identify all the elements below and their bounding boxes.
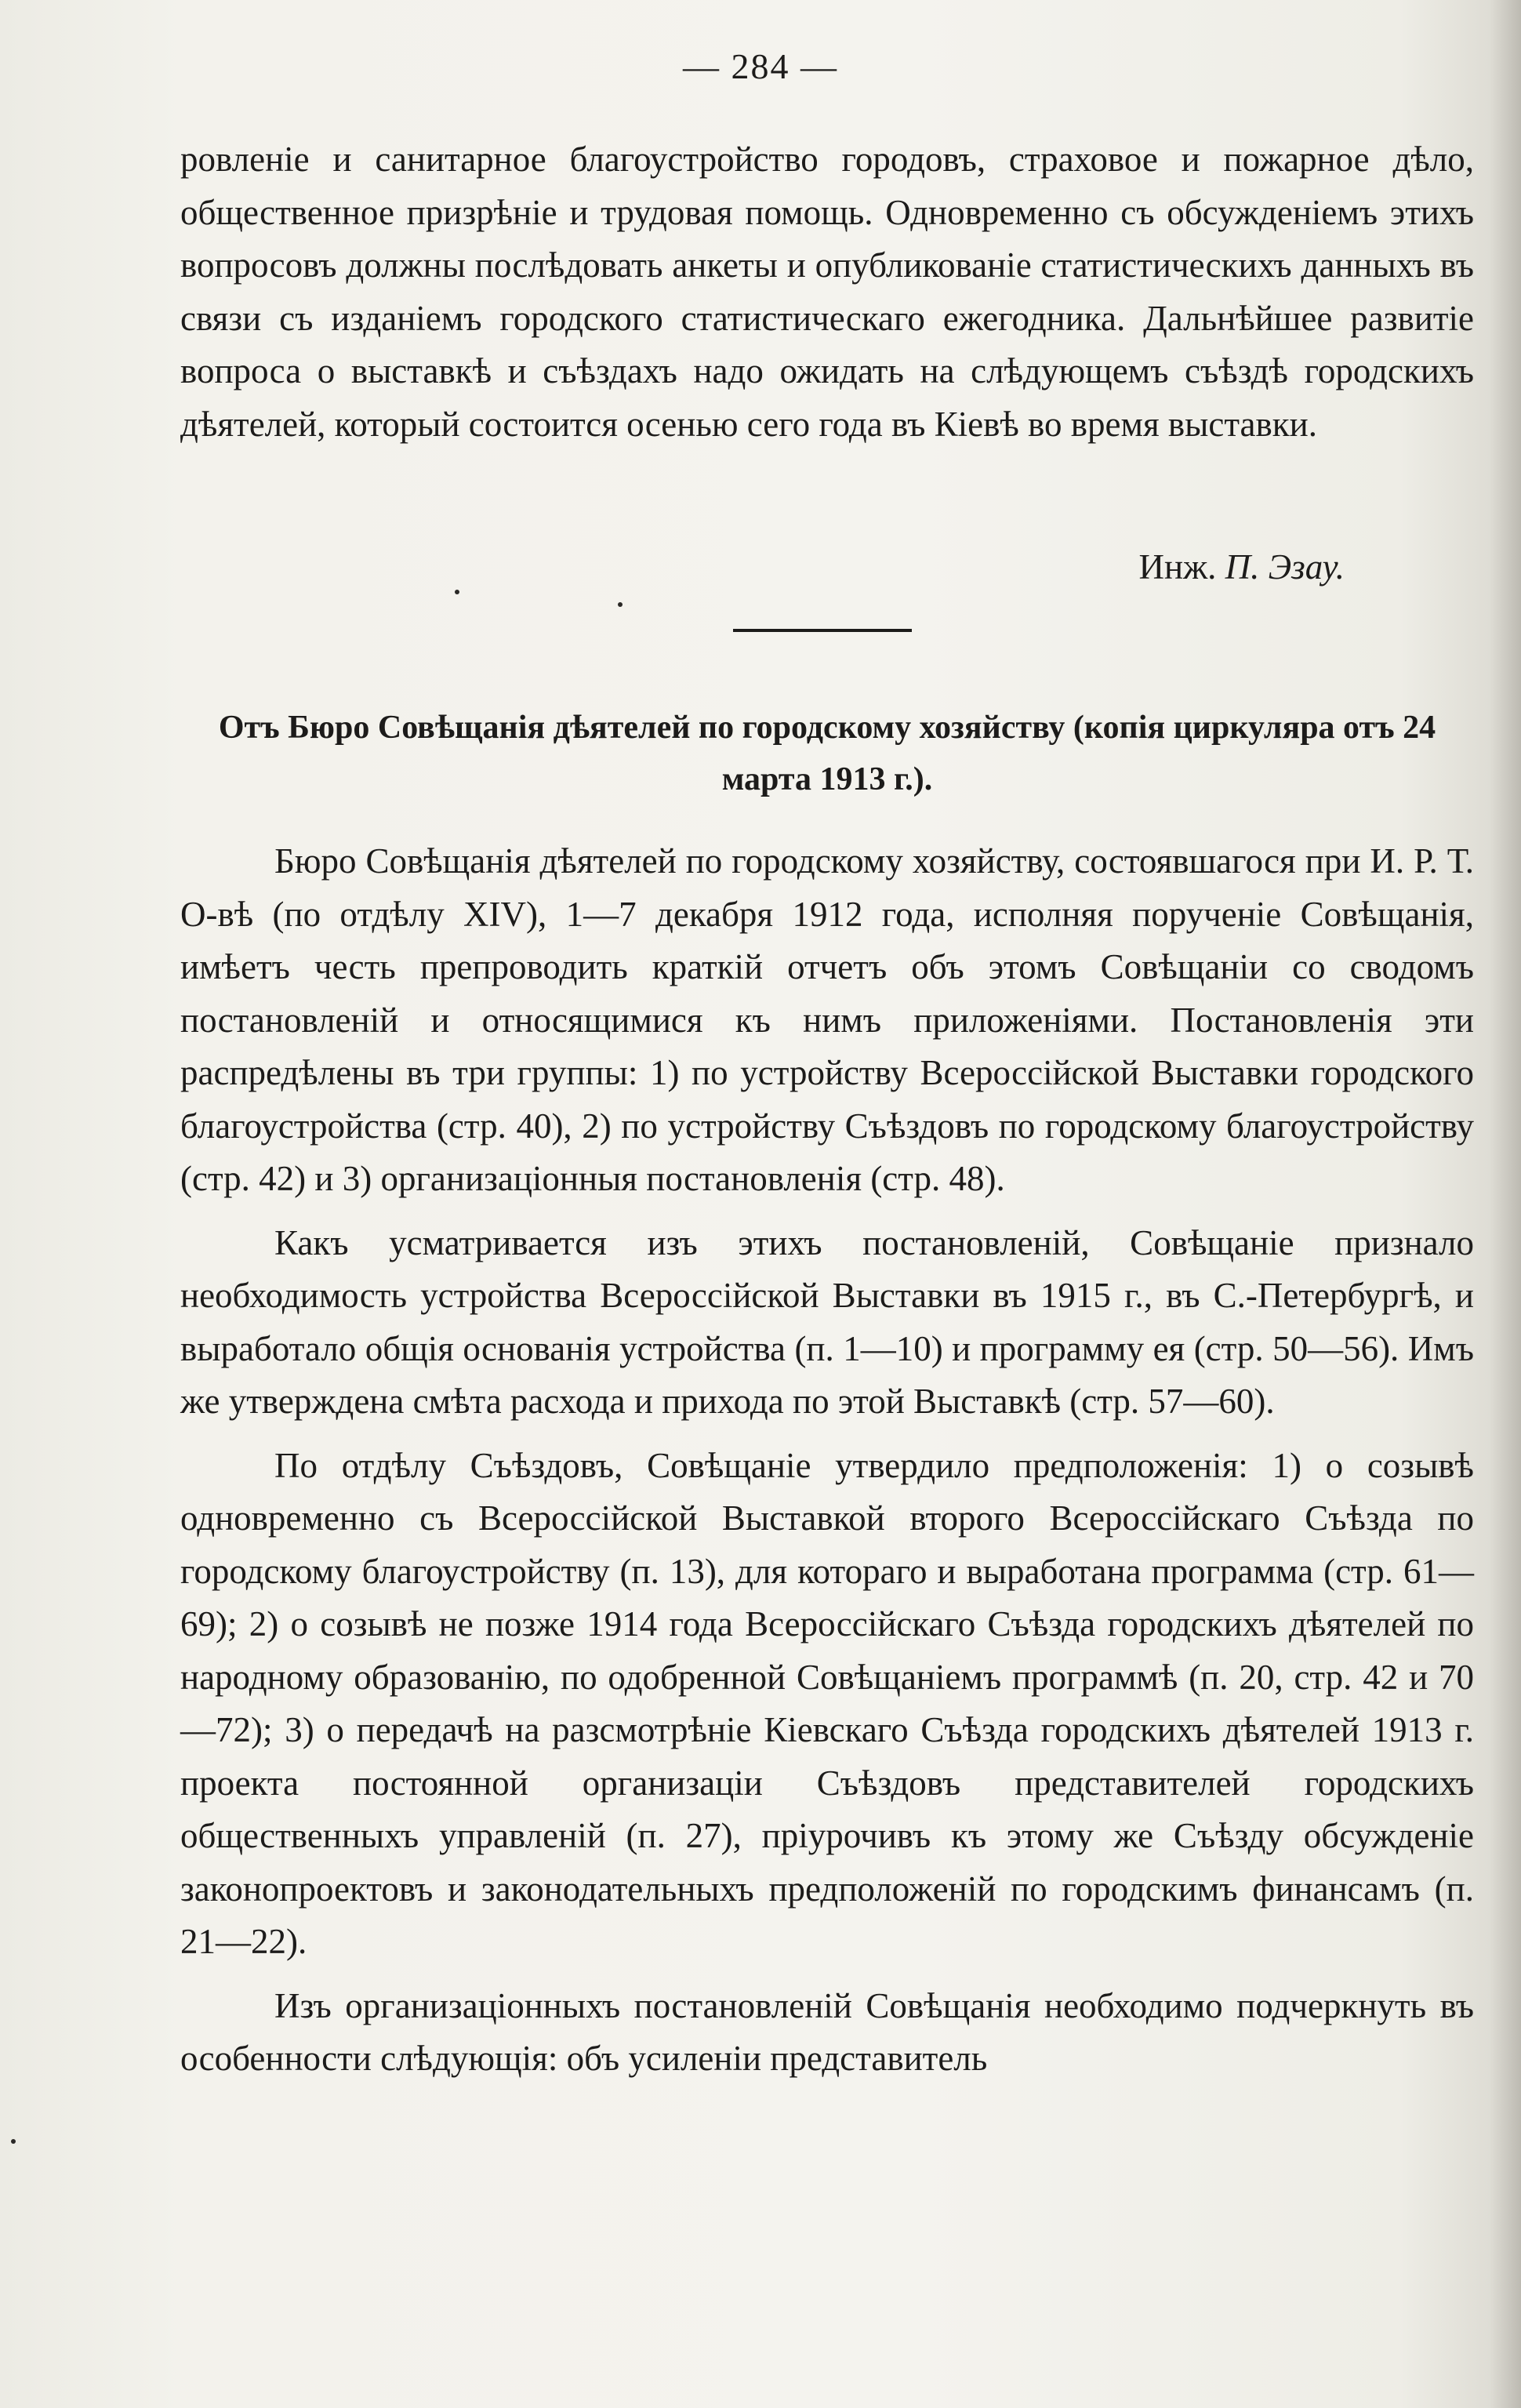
author-signature <box>1139 541 1345 594</box>
print-speck <box>11 2139 16 2144</box>
paragraph: По отдѣлу Съѣздовъ, Совѣщаніе утвердило предположенія: 1) о созывѣ одновременно съ Всероссійской Выставкой второго Всероссійскаго Съѣзда по городскому благоустройству (п. 13), для котораго и выработана программа (стр. 61—69); 2) о созывѣ не позже 1914 года Всероссійскаго Съѣзда городскихъ дѣятелей по народному образованію, по одобренной Совѣщаніемъ программѣ (п. 20, стр. 42 и 70—72); 3) о передачѣ на разсмотрѣніе Кіевскаго Съѣзда городскихъ дѣятелей 1913 г. проекта постоянной организаціи Съѣздовъ представителей городскихъ общественныхъ управленій (п. 27), пріурочивъ къ этому же Съѣзду обсужденіе законопроектовъ и законодательныхъ предположеній по городскимъ финансамъ (п. 21—22). <box>180 1445 1474 1961</box>
page-edge-shadow <box>1490 0 1521 2408</box>
section-heading: Отъ Бюро Совѣщанія дѣятелей по городскому хозяйству (копія циркуляра отъ 24 марта 1913 г.). <box>218 710 1436 797</box>
page-number: — 284 — <box>683 46 838 86</box>
section-divider <box>733 629 912 632</box>
article-body <box>180 835 1474 2097</box>
paragraph: Изъ организаціонныхъ постановленій Совѣщанія необходимо подчеркнуть въ особенности слѣдующія: объ усиленіи представитель <box>180 1985 1474 2078</box>
print-speck <box>618 602 623 607</box>
paragraph: Какъ усматривается изъ этихъ постановленій, Совѣщаніе признало необходимость устройства Всероссійской Выставки въ 1915 г., въ С.-Петербургѣ, и выработало общія основанія устройства (п. 1—10) и программу ея (стр. 50—56). Имъ же утверждена смѣта расхода и прихода по этой Выставкѣ (стр. 57—60). <box>180 1222 1474 1421</box>
continuation-paragraph <box>180 133 1474 451</box>
paragraph: Бюро Совѣщанія дѣятелей по городскому хозяйству, состоявшагося при И. Р. Т. О-вѣ (по отдѣлу XIV), 1—7 декабря 1912 года, исполняя порученіе Совѣщанія, имѣетъ честь препроводить краткій отчетъ объ этомъ Совѣщаніи со сводомъ постановленій и относящимися къ нимъ приложеніями. Постановленія эти распредѣлены въ три группы: 1) по устройству Всероссійской Выставки городского благоустройства (стр. 40), 2) по устройству Съѣздовъ по городскому благоустройству (стр. 42) и 3) организаціонныя постановленія (стр. 48). <box>180 841 1474 1198</box>
continuation-text: ровленіе и санитарное благоустройство городовъ, страховое и пожарное дѣло, общественное призрѣніе и трудовая помощь. Одновременно съ обсужденіемъ этихъ вопросовъ должны послѣдовать анкеты и опубликованіе статистическихъ данныхъ въ связи съ изданіемъ городского статистическаго ежегодника. Дальнѣйшее развитіе вопроса о выставкѣ и съѣздахъ надо ожидать на слѣдующемъ съѣздѣ городскихъ дѣятелей, который состоится осенью сего года въ Кіевѣ во время выставки. <box>180 140 1474 444</box>
signature-name: П. Эзау. <box>1225 547 1345 587</box>
signature-prefix: Инж. <box>1138 547 1217 587</box>
print-speck <box>455 590 459 594</box>
